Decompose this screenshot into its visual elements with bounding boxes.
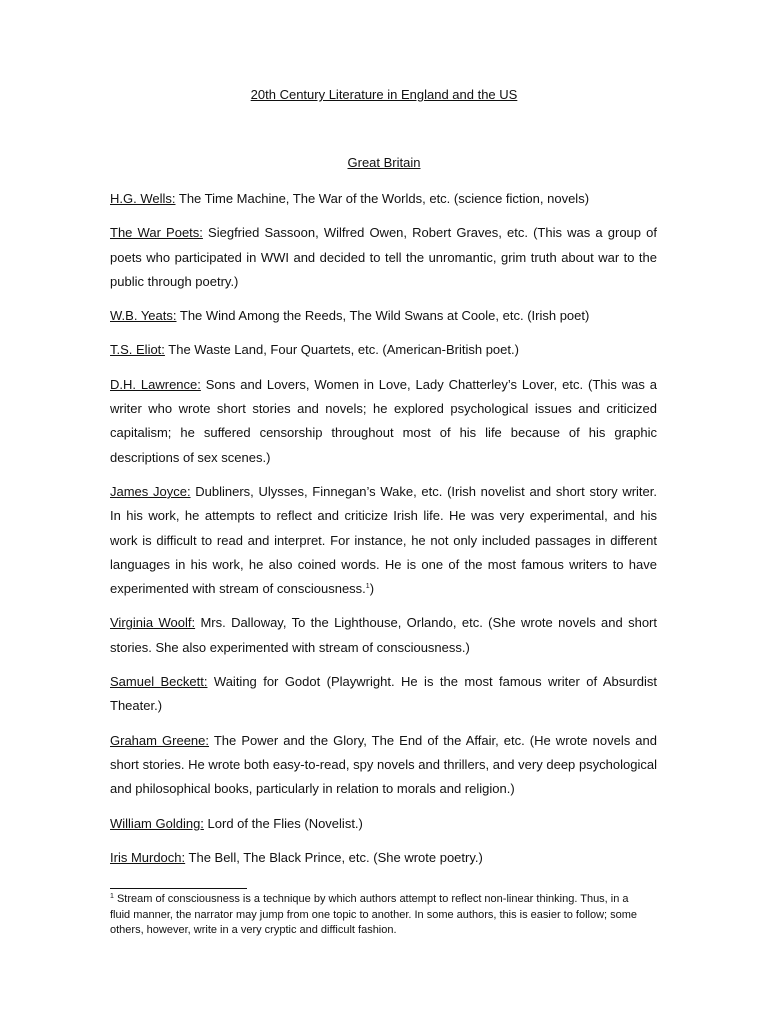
entry-author: T.S. Eliot: [110, 342, 165, 358]
entry-author: William Golding: [110, 815, 204, 831]
entry-text: The Waste Land, Four Quartets, etc. (American-British poet.) [164, 342, 519, 358]
entry-virginia-woolf [110, 611, 657, 660]
entry-author: The War Poets: [110, 225, 203, 241]
entry-ts-eliot [110, 338, 657, 362]
entry-text: Dubliners, Ulysses, Finnegan’s Wake, etc. (Irish novelist and short story writer. In his work, he attempts to reflect and criticize Irish life. He was very experimental, and his work is difficult to read and interpret. For instance, he not only included passages in different languages in his work, he also coined words. He is one of the most famous writers to have experimented with stream of consciousness. [110, 483, 657, 597]
entry-author: W.B. Yeats: [110, 308, 177, 324]
entry-author: Virginia Woolf: [110, 615, 196, 631]
entry-text: The Power and the Glory, The End of the Affair, etc. (He wrote novels and short stories. He wrote both easy-to-read, spy novels and thrillers, and very deep psychological and philosophical books, particularly in relation to morals and religion.) [110, 732, 657, 797]
entry-james-joyce [110, 480, 657, 601]
entry-graham-greene [110, 729, 657, 802]
footnote-separator [110, 888, 247, 889]
entry-dh-lawrence [110, 373, 657, 470]
entry-hg-wells [110, 187, 657, 211]
entry-iris-murdoch [110, 846, 657, 870]
entry-text: The Wind Among the Reeds, The Wild Swans at Coole, etc. (Irish poet) [176, 308, 590, 324]
entry-william-golding [110, 812, 657, 836]
entry-text: Mrs. Dalloway, To the Lighthouse, Orlando, etc. (She wrote novels and short stories. She also experimented with stream of consciousness.) [110, 615, 658, 655]
entry-samuel-beckett [110, 670, 657, 719]
footnote-reference[interactable]: 1 [365, 583, 370, 591]
entries-list [110, 187, 657, 880]
entry-author: James Joyce: [110, 483, 191, 499]
entry-text: Waiting for Godot (Playwright. He is the most famous writer of Absurdist Theater.) [110, 674, 658, 714]
entry-war-poets [110, 221, 657, 294]
entry-text: The Bell, The Black Prince, etc. (She wrote poetry.) [185, 849, 483, 865]
footnote-number: 1 [110, 893, 114, 900]
entry-author: Samuel Beckett: [110, 674, 208, 690]
entry-text-tail: ) [369, 581, 375, 597]
entry-text: Lord of the Flies (Novelist.) [203, 815, 363, 831]
entry-author: D.H. Lawrence: [110, 376, 201, 392]
entry-text: The Time Machine, The War of the Worlds, etc. (science fiction, novels) [175, 191, 590, 206]
footnote [110, 892, 650, 939]
entry-author: H.G. Wells: [110, 191, 176, 206]
entry-text: Siegfried Sassoon, Wilfred Owen, Robert Graves, etc. (This was a group of poets who participated in WWI and decided to tell the unromantic, grim truth about war to the public through poetry.) [110, 225, 658, 289]
entry-author: Iris Murdoch: [110, 849, 186, 865]
footnote-text: Stream of consciousness is a technique by which authors attempt to reflect non-linear thinking. Thus, in a fluid manner, the narrator may jump from one topic to another. In some authors, this is easier to follow; some others, however, write in a very cryptic and difficult fashion. [110, 893, 638, 936]
entry-author: Graham Greene: [110, 732, 210, 748]
entry-text: Sons and Lovers, Women in Love, Lady Chatterley’s Lover, etc. (This was a writer who wrote short stories and novels; he explored psychological issues and criticized capitalism; he suffered censorship throughout most of his life because of his graphic descriptions of sex scenes.) [110, 376, 658, 465]
entry-wb-yeats [110, 304, 657, 328]
section-heading: Great Britain [347, 155, 421, 170]
document-title: 20th Century Literature in England and the US [250, 87, 518, 102]
